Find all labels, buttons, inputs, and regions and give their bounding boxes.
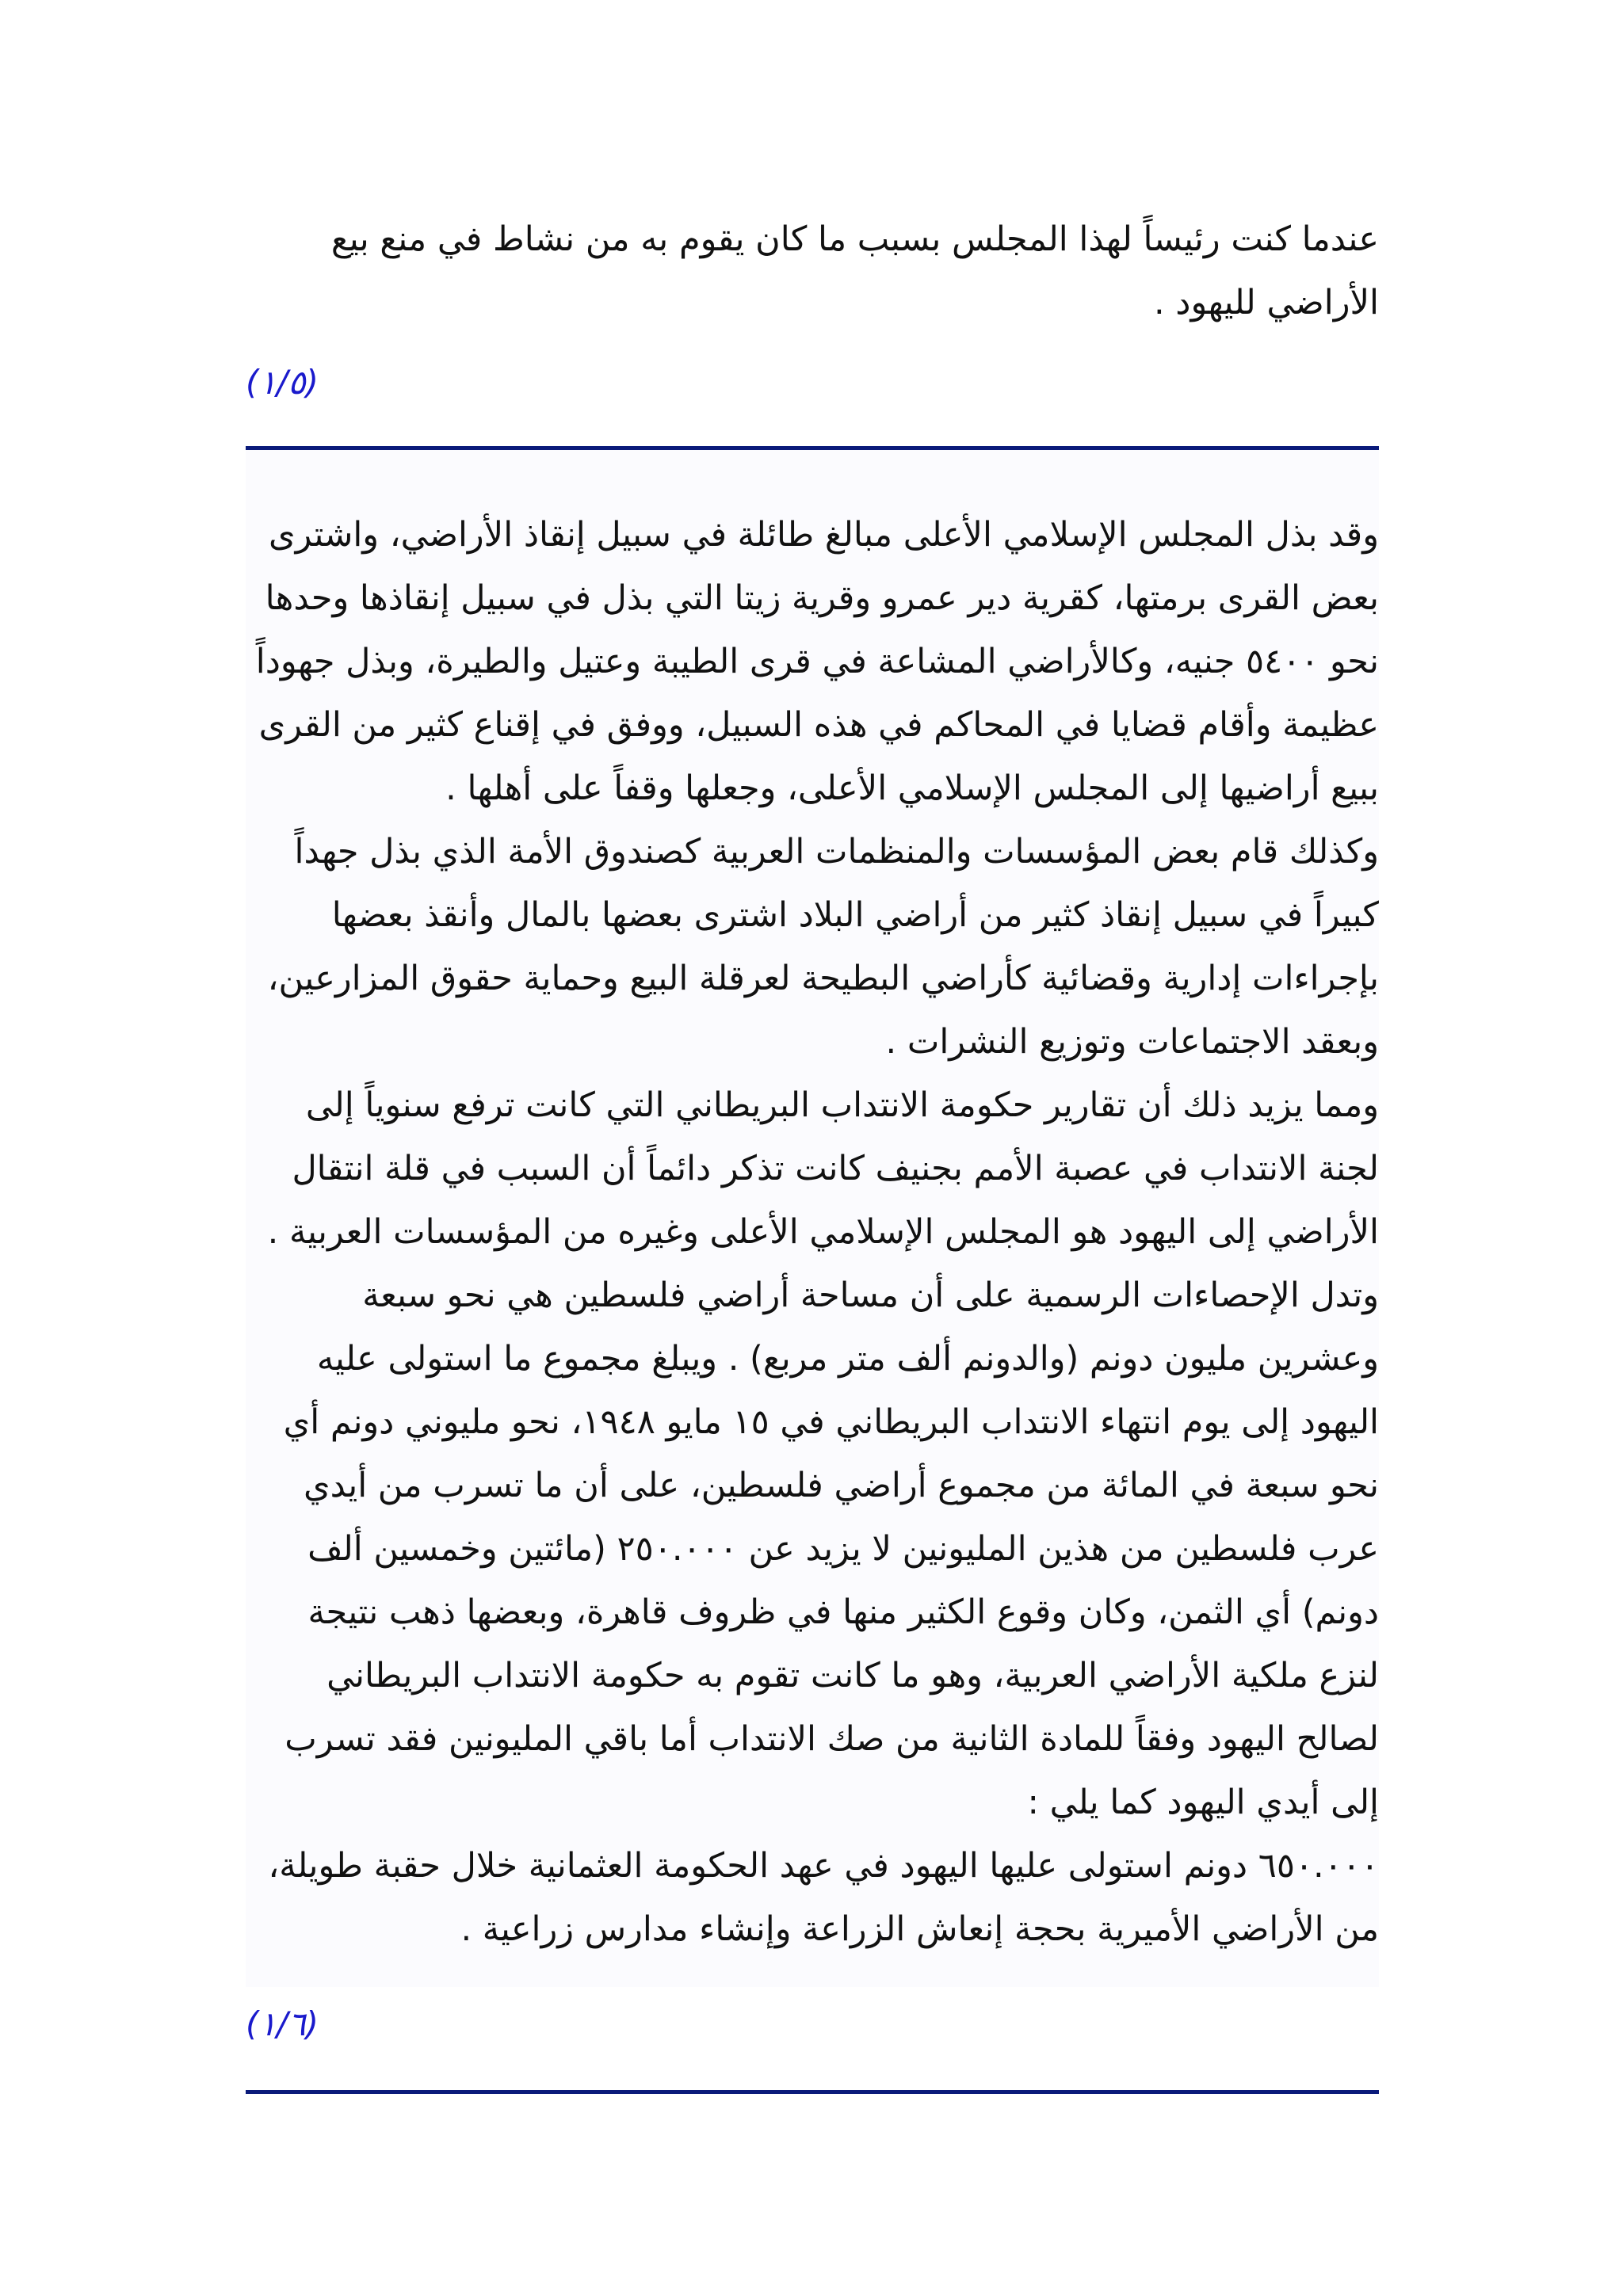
footnote-reference: (١/٦) [246, 2004, 319, 2043]
paragraph: وكذلك قام بعض المؤسسات والمنظمات العربية كصندوق الأمة الذي بذل جهداً كبيراً في سبيل إنقاذ كثير من أراضي البلاد اشترى بعضها بالمال وأنقذ بعضها بإجراءات إدارية وقضائية كأراضي البطيحة لعرقلة البيع وحماية حقوق المزارعين، وبعقد الاجتماعات وتوزيع النشرات . [267, 832, 1379, 1062]
document-page [246, 0, 1379, 2296]
footnote-reference: (١/٥) [246, 363, 319, 402]
top-paragraph-block [269, 208, 1379, 334]
main-text-block [246, 503, 1379, 1961]
paragraph: عندما كنت رئيساً لهذا المجلس بسبب ما كان يقوم به من نشاط في منع بيع الأراضي لليهود . [330, 219, 1379, 322]
paragraph: وقد بذل المجلس الإسلامي الأعلى مبالغ طائلة في سبيل إنقاذ الأراضي، واشترى بعض القرى برمتها، كقرية دير عمرو وقرية زيتا التي بذل في سبيل إنقاذها وحدها نحو ٥٤٠٠ جنيه، وكالأراضي المشاعة في قرى الطيبة وعتيل والطيرة، وبذل جهوداً عظيمة وأقام قضايا في المحاكم في هذه السبيل، ووفق في إقناع كثير من القرى ببيع أراضيها إلى المجلس الإسلامي الأعلى، وجعلها وقفاً على أهلها . [255, 515, 1379, 808]
paragraph: وتدل الإحصاءات الرسمية على أن مساحة أراضي فلسطين هي نحو سبعة وعشرين مليون دونم (والدونم ألف متر مربع) . ويبلغ مجموع ما استولى عليه اليهود إلى يوم انتهاء الانتداب البريطاني في ١٥ مايو ١٩٤٨، نحو مليوني دونم أي نحو سبعة في المائة من مجموع أراضي فلسطين، على أن ما تسرب من أيدي عرب فلسطين من هذين المليونين لا يزيد عن ٢٥٠.٠٠٠ (مائتين وخمسين ألف دونم) أي الثمن، وكان وقوع الكثير منها في ظروف قاهرة، وبعضها ذهب نتيجة لنزع ملكية الأراضي العربية، وهو ما كانت تقوم به حكومة الانتداب البريطاني لصالح اليهود وفقاً للمادة الثانية من صك الانتداب أما باقي المليونين فقد تسرب إلى أيدي اليهود كما يلي : [283, 1276, 1379, 1822]
page-divider [246, 2090, 1379, 2094]
paragraph: ومما يزيد ذلك أن تقارير حكومة الانتداب البريطاني التي كانت ترفع سنوياً إلى لجنة الانتداب في عصبة الأمم بجنيف كانت تذكر دائماً أن السبب في قلة انتقال الأراضي إلى اليهود هو المجلس الإسلامي الأعلى وغيره من المؤسسات العربية . [267, 1085, 1379, 1252]
paragraph: ٦٥٠.٠٠٠ دونم استولى عليها اليهود في عهد الحكومة العثمانية خلال حقبة طويلة، من الأراضي الأميرية بحجة إنعاش الزراعة وإنشاء مدارس زراعية . [268, 1846, 1379, 1949]
